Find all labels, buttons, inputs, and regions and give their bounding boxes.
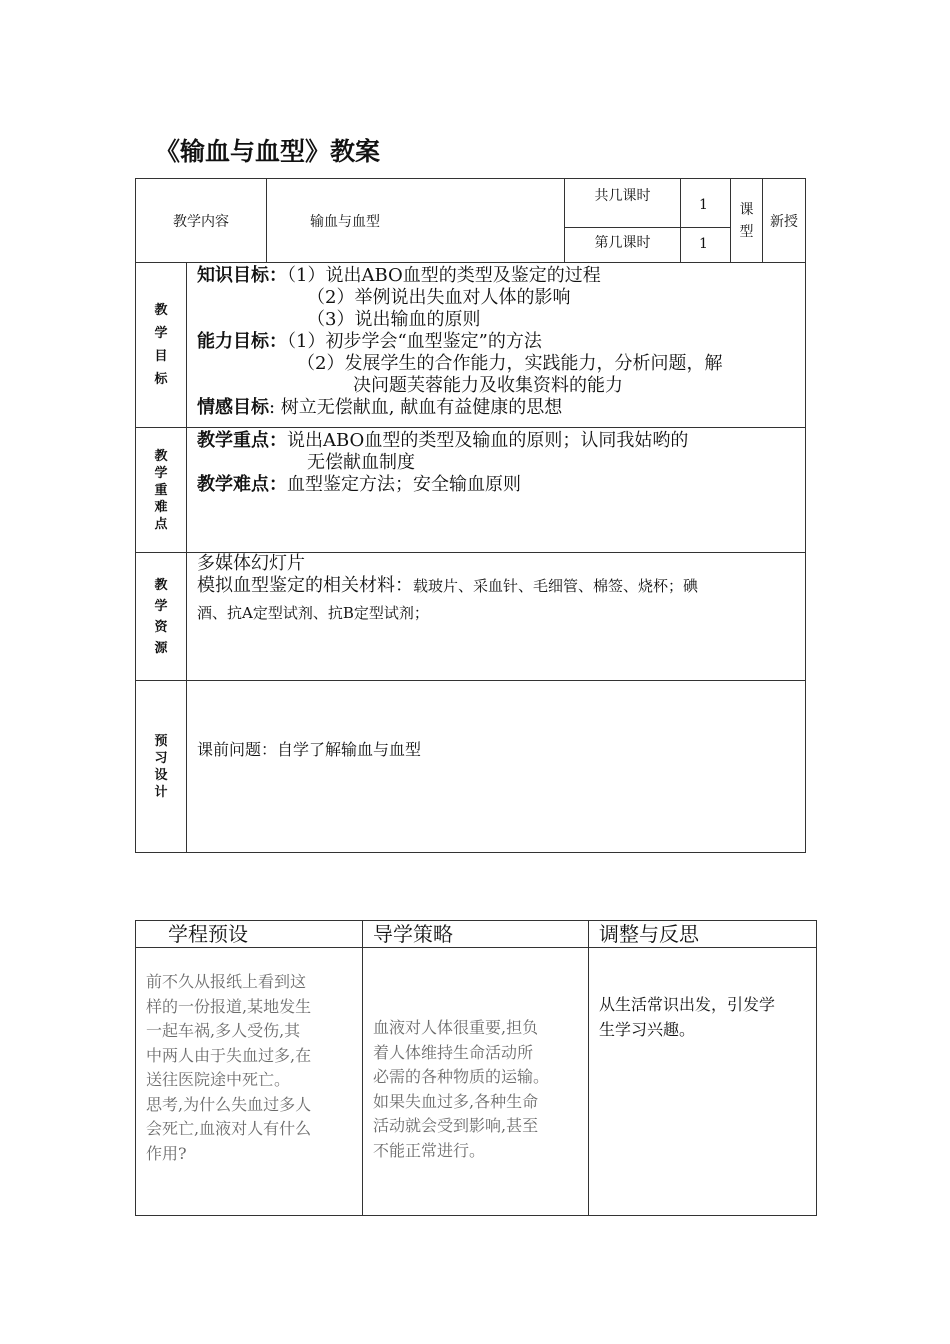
total-lessons-value: 1 xyxy=(681,179,731,228)
knowledge-item-1: （1）说出ABO血型的类型及鉴定的过程 xyxy=(287,265,601,286)
knowledge-item-2: （2）举例说出失血对人体的影响 xyxy=(307,287,571,308)
focus-label: 教学重点： xyxy=(197,430,287,451)
focus-text: 说出ABO血型的类型及输血的原则；认同我姑哟的 xyxy=(287,430,689,451)
reflection-cell: 从生活常识出发，引发学 生学习兴趣。 xyxy=(589,948,817,1216)
strategy-cell: 血液对人体很重要,担负 着人体维持生命活动所 必需的各种物质的运输。 如果失血过多,各种生命 活动就会受到影响,甚至 不能正常进行。 xyxy=(363,948,589,1216)
total-lessons-label: 共几课时 xyxy=(565,179,681,228)
type-value: 新授 xyxy=(763,179,806,263)
resources-content xyxy=(187,553,806,681)
objectives-content xyxy=(187,263,806,428)
content-label: 教学内容 xyxy=(173,213,229,230)
preview-text: 课前问题：自学了解输血与血型 xyxy=(197,740,422,759)
keypoints-content xyxy=(187,428,806,553)
preview-label-cell xyxy=(136,681,187,853)
resources-materials: 载玻片、采血针、毛细管、棉签、烧杯；碘 xyxy=(413,577,699,595)
resources-label-cell xyxy=(136,553,187,681)
type-label-1: 课 xyxy=(739,201,754,218)
ability-item-2-cont: 决问题芙蓉能力及收集资料的能力 xyxy=(353,375,623,396)
objectives-label: 教 学 目 标 xyxy=(154,303,168,387)
ability-label: 能力目标： xyxy=(197,331,287,352)
objectives-label-cell xyxy=(136,263,187,428)
process-table xyxy=(135,920,817,1216)
process-cell: 前不久从报纸上看到这 样的一份报道,某地发生 一起车祸,多人受伤,其 中两人由于失血过多,在 送往医院途中死亡。 思考,为什么失血过多人 会死亡,血液对人有什么 作用? xyxy=(136,948,363,1216)
ability-item-1: （1）初步学会“血型鉴定”的方法 xyxy=(287,331,542,352)
resources-label: 教 学 资 源 xyxy=(154,577,168,656)
keypoints-label: 教 学 重 难 点 xyxy=(154,448,168,532)
lesson-number-label: 第几课时 xyxy=(565,228,681,263)
difficulty-text: 血型鉴定方法；安全输血原则 xyxy=(287,474,521,495)
preview-label: 预 习 设 计 xyxy=(154,733,168,800)
page-title: 《输血与血型》教案 xyxy=(155,137,381,166)
knowledge-item-3: （3）说出输血的原则 xyxy=(307,309,481,330)
resources-line-2: 模拟血型鉴定的相关材料： xyxy=(197,575,413,596)
ability-item-2: （2）发展学生的合作能力，实践能力，分析问题，解 xyxy=(297,353,723,374)
difficulty-label: 教学难点： xyxy=(197,474,287,495)
preview-content xyxy=(187,681,806,853)
keypoints-label-cell xyxy=(136,428,187,553)
resources-line-1: 多媒体幻灯片 xyxy=(197,553,305,574)
content-value: 输血与血型 xyxy=(310,213,380,230)
resources-line-3: 酒、抗A定型试剂、抗B定型试剂； xyxy=(197,604,429,622)
header-process: 学程预设 xyxy=(136,921,363,948)
header-reflection: 调整与反思 xyxy=(589,921,817,948)
lesson-number-value: 1 xyxy=(681,228,731,263)
focus-text-cont: 无偿献血制度 xyxy=(307,452,415,473)
emotion-label: 情感目标 xyxy=(197,397,269,418)
content-value-cell xyxy=(267,179,565,263)
type-label-2: 型 xyxy=(739,223,754,240)
emotion-text: : 树立无偿献血, 献血有益健康的思想 xyxy=(269,397,563,418)
header-strategy: 导学策略 xyxy=(363,921,589,948)
knowledge-label: 知识目标： xyxy=(197,265,287,286)
type-label-cell xyxy=(731,179,763,263)
content-label-cell xyxy=(136,179,267,263)
lesson-info-table xyxy=(135,178,806,853)
